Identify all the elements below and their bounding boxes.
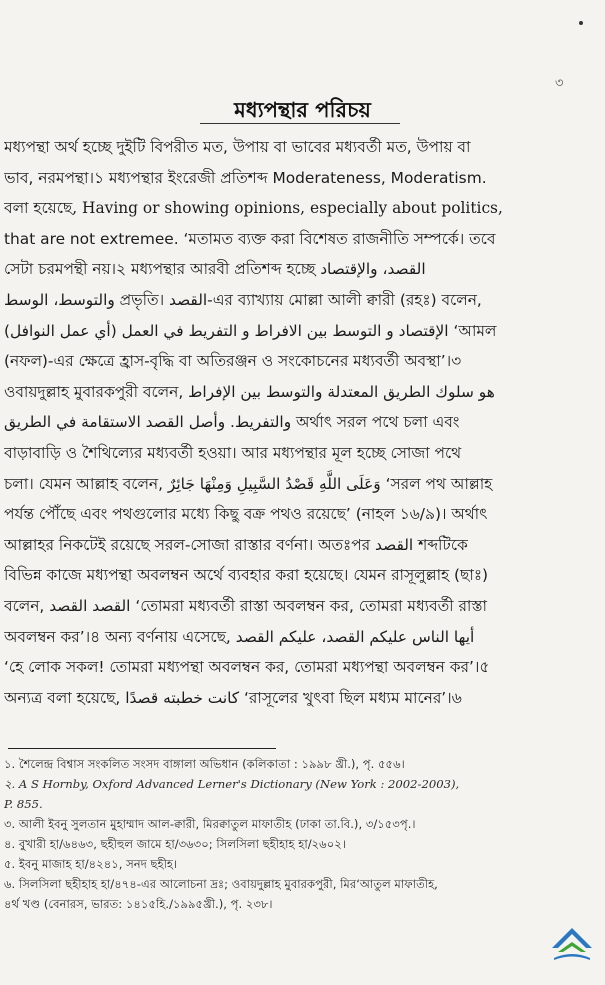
body-line: মধ্যপন্থা অর্থ হচ্ছে দুইটি বিপরীত মত, উপায় বা ভাবের মধ্যবর্তী মত, উপায় বা <box>4 138 471 156</box>
footnote: ৩. আলী ইবনু সুলতান মুহাম্মাদ আল-ক্বারী, মিরক্বাতুল মাফাতীহ (ঢাকা তা.বি.), ৩/১৫৩পৃ.। <box>4 817 416 831</box>
body-line: সেটা চরমপন্থী নয়।২ মধ্যপন্থার আরবী প্রতিশব্দ হচ্ছে القصد، والإقتصاد <box>4 260 426 279</box>
body-line: অন্যত্র বলা হয়েছে, كانت خطبته قصدًا ‘রাসূলের খুৎবা ছিল মধ্যম মানের’।৬ <box>4 688 462 707</box>
body-line: والتوسط، الوسط প্রভৃতি। القصد-এর ব্যাখ্যায় মোল্লা আলী ক্বারী (রহঃ) বলেন, <box>4 290 482 309</box>
body-line: চলা। যেমন আল্লাহ বলেন, وَعَلَى اللَّهِ قَصْدُ السَّبِيلِ وَمِنْهَا جَائِرٌ ‘সরল পথ আল্লাহ <box>4 474 493 493</box>
footnote: ৪র্থ খণ্ড (বেনারস, ভারত: ১৪১৫হি./১৯৯৫খ্রী.), পৃ. ২৩৮। <box>4 897 273 911</box>
body-line: ‘হে লোক সকল! তোমরা মধ্যপন্থা অবলম্বন কর, তোমরা মধ্যপন্থা অবলম্বন কর’।৫ <box>4 658 490 677</box>
page-number: ৩ <box>555 76 564 91</box>
publisher-logo-icon <box>548 918 596 962</box>
body-line: ভাব, নরমপন্থা।১ মধ্যপন্থার ইংরেজী প্রতিশব্দ Moderateness, Moderatism. <box>4 168 487 187</box>
footnote: ৪. বুখারী হা/৬৪৬৩, ছহীহুল জামে হা/৩৬৩০; সিলসিলা ছহীহাহ হা/২৬০২। <box>4 837 346 851</box>
footnote: ১. শৈলেন্দ্র বিশ্বাস সংকলিত সংসদ বাঙ্গালা অভিধান (কলিকাতা : ১৯৯৮ খ্রী.), পৃ. ৫৫৬। <box>4 757 405 771</box>
footnote: ৬. সিলসিলা ছহীহাহ হা/৪৭৪-এর আলোচনা দ্রঃ; ওবায়দুল্লাহ মুবারকপুরী, মির‘আতুল মাফাতীহ, <box>4 877 438 891</box>
body-line: والتفريط. وأصل القصد الاستقامة في الطريق অর্থাৎ সরল পথে চলা এবং <box>4 413 460 432</box>
body-line: (নফল)-এর ক্ষেত্রে হ্রাস-বৃদ্ধি বা অতিরঞ্জন ও সংকোচনের মধ্যবর্তী অবস্থা’।৩ <box>4 352 462 371</box>
ink-speck <box>579 21 583 25</box>
body-line: ওবায়দুল্লাহ মুবারকপুরী বলেন, هو سلوك الطريق المعتدلة والتوسط بين الإفراط <box>4 382 495 401</box>
section-title: মধ্যপন্থার পরিচয় <box>234 98 371 122</box>
body-line: আল্লাহর নিকটেই রয়েছে সরল-সোজা রাস্তার বর্ণনা। অতঃপর القصد শব্দটিকে <box>4 535 468 554</box>
body-line: that are not extremee. ‘মতামত ব্যক্ত করা বিশেষত রাজনীতি সম্পর্কে। তবে <box>4 229 496 248</box>
body-line: অবলম্বন কর’।৪ অন্য বর্ণনায় এসেছে, أيها الناس عليكم القصد، عليكم القصد <box>4 627 475 646</box>
footnote: P. 855. <box>4 797 43 811</box>
body-line: الإقتصاد و التوسط بين الافراط و التفريط في العمل (أي عمل النوافل) ‘আমল <box>4 321 497 340</box>
footnote: ২. A S Hornby, Oxford Advanced Lerner's Dictionary (New York : 2002-2003), <box>4 777 460 791</box>
body-line: বলেন, القصد القصد ‘তোমরা মধ্যবর্তী রাস্তা অবলম্বন কর, তোমরা মধ্যবর্তী রাস্তা <box>4 596 487 615</box>
footnote-separator <box>8 748 276 749</box>
body-line: বলা হয়েছে, Having or showing opinions, especially about politics, <box>4 199 503 218</box>
body-line: বিভিন্ন কাজে মধ্যপন্থা অবলম্বন অর্থে ব্যবহার করা হয়েছে। যেমন রাসূলুল্লাহ (ছাঃ) <box>4 566 489 585</box>
footnote: ৫. ইবনু মাজাহ হা/৪২৪১, সনদ ছহীহ। <box>4 857 178 871</box>
body-text <box>4 132 604 713</box>
body-line: বাড়াবাড়ি ও শৈথিল্যের মধ্যবর্তী হওয়া। আর মধ্যপন্থার মূল হচ্ছে সোজা পথে <box>4 443 462 462</box>
body-line: পর্যন্ত পৌঁছে এবং পথগুলোর মধ্যে কিছু বক্র পথও রয়েছে’ (নাহল ১৬/৯)। অর্থাৎ <box>4 505 488 524</box>
title-underline <box>200 123 400 124</box>
footnotes <box>4 754 602 914</box>
